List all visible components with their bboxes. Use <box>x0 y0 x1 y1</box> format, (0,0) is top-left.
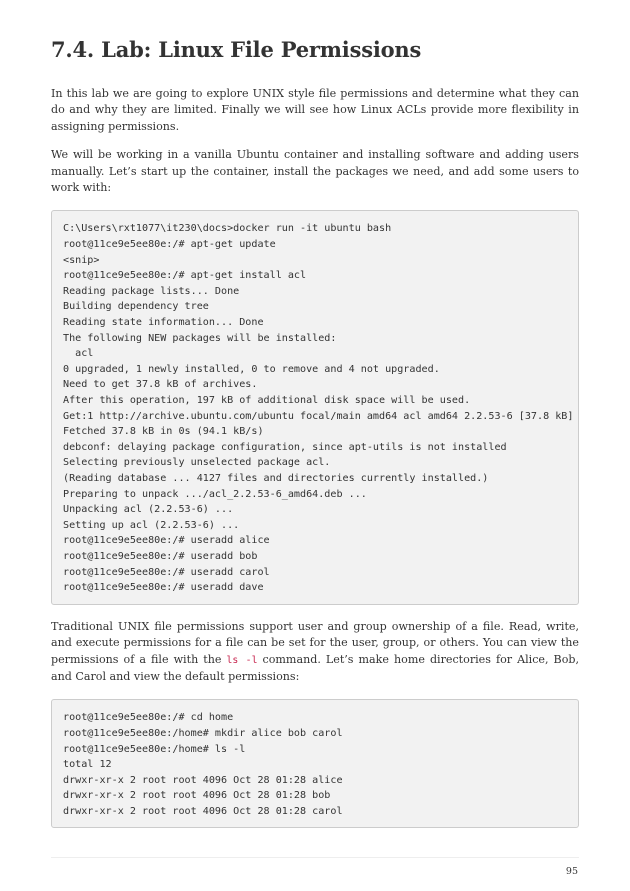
intro-paragraph: In this lab we are going to explore UNIX style file permissions and determine what they can do and why they are limited. Finally we will see how Linux ACLs provide more flexibility in assigning permissions. <box>51 87 579 133</box>
document-page <box>51 36 579 842</box>
setup-paragraph: We will be working in a vanilla Ubuntu container and installing software and adding users manually. Let’s start up the container, install the packages we need, and add some users to work with: <box>51 148 579 195</box>
footer-divider <box>51 857 579 858</box>
permissions-text-after: command. Let’s make home directories for Alice, Bob, and Carol and view the default permissions: <box>51 652 580 683</box>
page-number: 95 <box>565 866 578 877</box>
setup-code-block[interactable]: C:\Users\rxt1077\it230\docs>docker run -it ubuntu bash root@11ce9e5ee80e:/# apt-get update <snip> root@11ce9e5ee80e:/# apt-get install acl Reading package lists... Done Building dependency tree Reading state information... Done The following NEW packages will be installed: acl 0 upgraded, 1 newly installed, 0 to remove and 4 not upgraded. Need to get 37.8 kB of archives. After this operation, 197 kB of additional disk space will be used. Get:1 http://archive.ubuntu.com/ubuntu focal/main amd64 acl amd64 2.2.53-6 [37.8 kB] Fetched 37.8 kB in 0s (94.1 kB/s) debconf: delaying package configuration, since apt-utils is not installed Selecting previously unselected package acl. (Reading database ... 4127 files and directories currently installed.) Preparing to unpack .../acl_2.2.53-6_amd64.deb ... Unpacking acl (2.2.53-6) ... Setting up acl (2.2.53-6) ... root@11ce9e5ee80e:/# useradd alice root@11ce9e5ee80e:/# useradd bob root@11ce9e5ee80e:/# useradd carol root@11ce9e5ee80e:/# useradd dave <box>51 210 579 604</box>
section-heading: 7.4. Lab: Linux File Permissions <box>51 37 422 62</box>
home-dirs-code-block[interactable]: root@11ce9e5ee80e:/# cd home root@11ce9e5ee80e:/home# mkdir alice bob carol root@11ce9e5ee80e:/home# ls -l total 12 drwxr-xr-x 2 root root 4096 Oct 28 01:28 alice drwxr-xr-x 2 root root 4096 Oct 28 01:28 bob drwxr-xr-x 2 root root 4096 Oct 28 01:28 carol <box>51 699 579 828</box>
permissions-paragraph <box>51 619 579 686</box>
permissions-text-before: Traditional UNIX file permissions support user and group ownership of a file. Read, write, and execute permissions for a file can be set for the user, group, or others. You can view the permissions of a file with the <box>51 619 579 666</box>
inline-code-ls: ls -l <box>226 654 258 666</box>
